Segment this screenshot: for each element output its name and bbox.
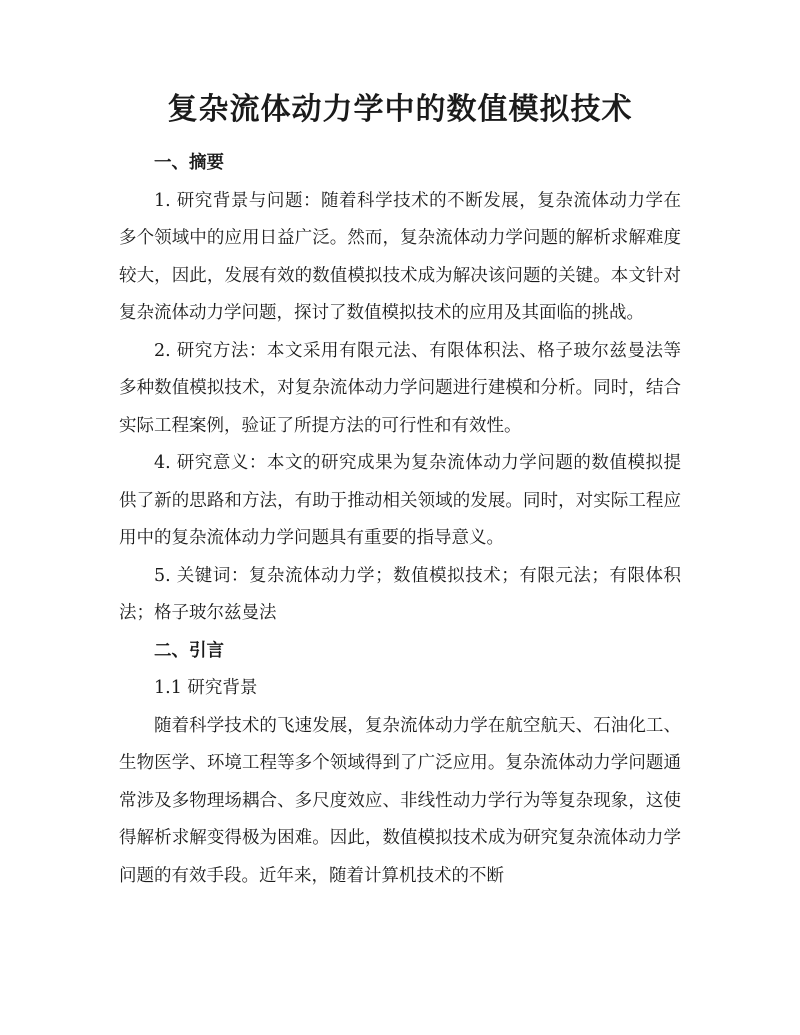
abstract-paragraph-significance: 4. 研究意义：本文的研究成果为复杂流体动力学问题的数值模拟提供了新的思路和方法，有助于推动相关领域的发展。同时，对实际工程应用中的复杂流体动力学问题具有重要的指导意义。 — [119, 453, 681, 548]
document-title: 复杂流体动力学中的数值模拟技术 — [167, 92, 633, 127]
abstract-paragraph-methods: 2. 研究方法：本文采用有限元法、有限体积法、格子玻尔兹曼法等多种数值模拟技术，对复杂流体动力学问题进行建模和分析。同时，结合实际工程案例，验证了所提方法的可行性和有效性。 — [119, 340, 681, 436]
subsection-heading-background: 1.1 研究背景 — [154, 678, 258, 698]
section-heading-abstract: 一、摘要 — [154, 153, 224, 173]
document-body — [119, 145, 681, 895]
section-heading-introduction: 二、引言 — [154, 640, 224, 661]
introduction-paragraph: 随着科学技术的飞速发展，复杂流体动力学在航空航天、石油化工、生物医学、环境工程等多个领域得到了广泛应用。复杂流体动力学问题通常涉及多物理场耦合、多尺度效应、非线性动力学行为等复杂现象，这使得解析求解变得极为困难。因此，数值模拟技术成为研究复杂流体动力学问题的有效手段。近年来，随着计算机技术的不断 — [119, 715, 681, 886]
abstract-paragraph-background: 1. 研究背景与问题：随着科学技术的不断发展，复杂流体动力学在多个领域中的应用日益广泛。然而，复杂流体动力学问题的解析求解难度较大，因此，发展有效的数值模拟技术成为解决该问题的关键。本文针对复杂流体动力学问题，探讨了数值模拟技术的应用及其面临的挑战。 — [119, 190, 681, 323]
abstract-paragraph-keywords: 5. 关键词：复杂流体动力学；数值模拟技术；有限元法；有限体积法；格子玻尔兹曼法 — [119, 565, 681, 623]
